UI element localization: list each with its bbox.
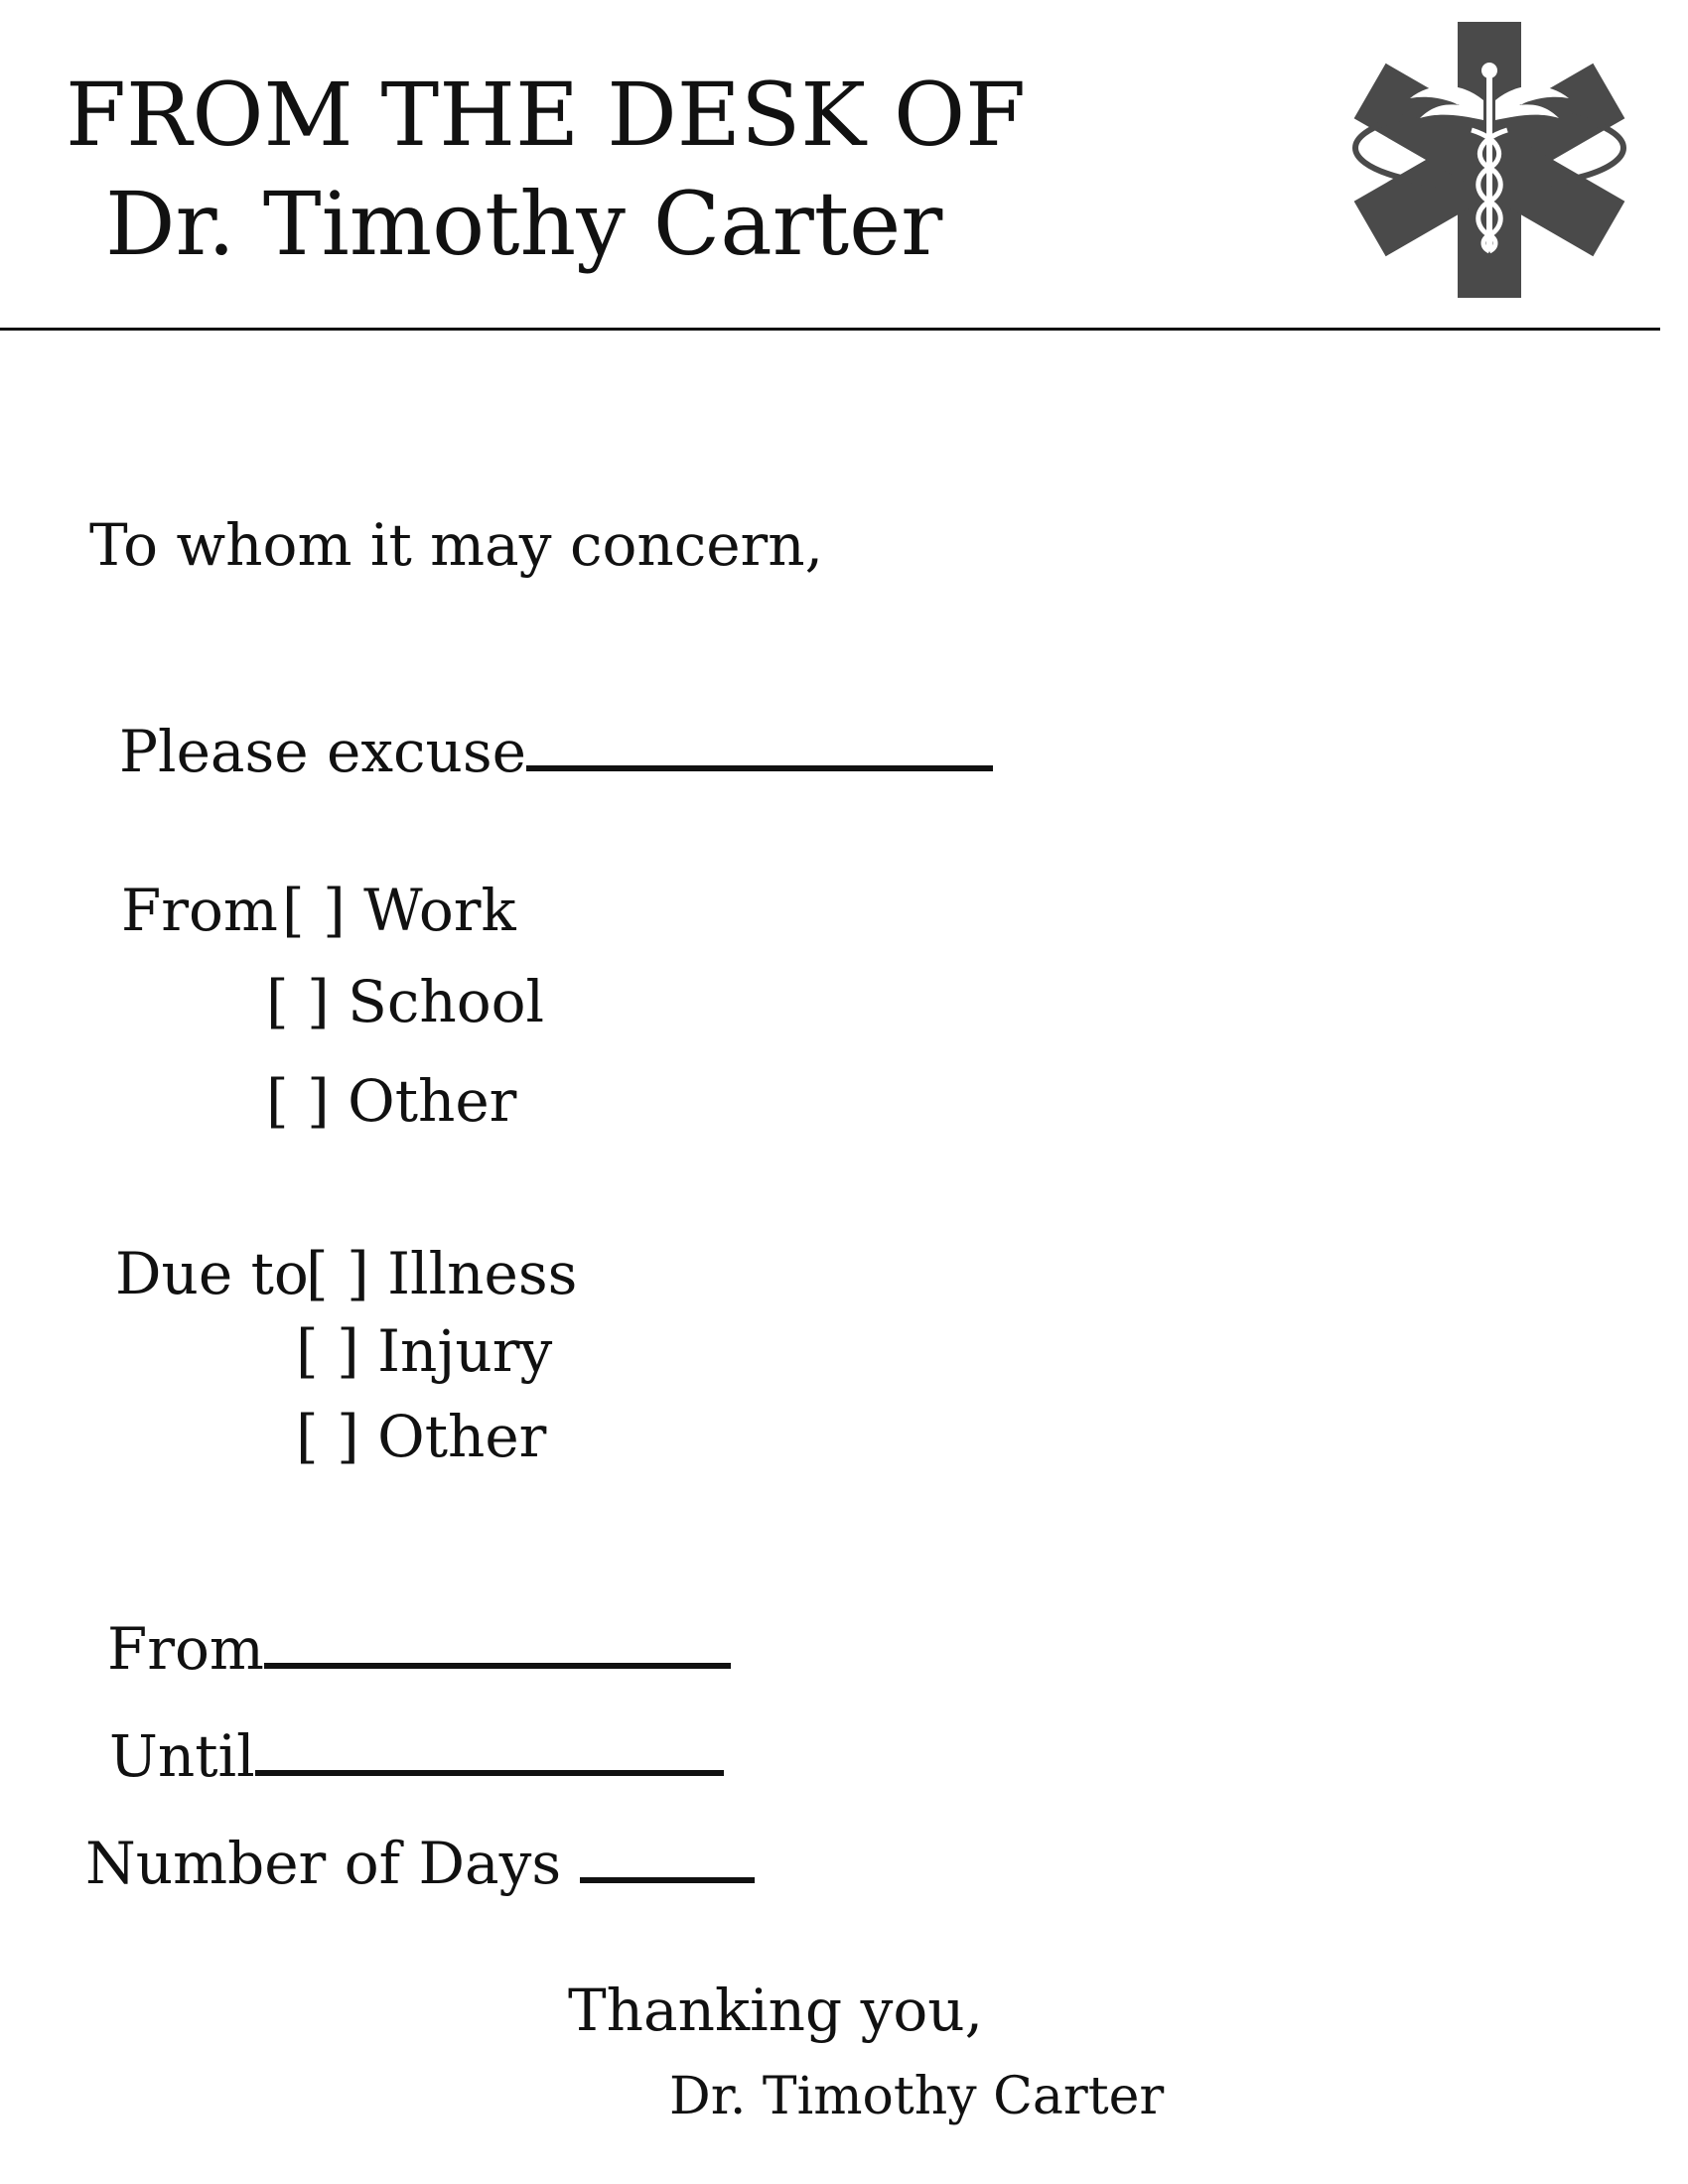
from-school-checkbox[interactable]: [266, 968, 545, 1035]
due-injury-checkbox[interactable]: [296, 1317, 553, 1385]
date-until-label: Until: [109, 1722, 255, 1790]
checkbox-brackets: [ ]: [282, 877, 346, 944]
due-label: Due to: [115, 1240, 309, 1307]
date-from-line: [107, 1615, 731, 1683]
closing: Thanking you,: [568, 1977, 984, 2044]
due-illness-checkbox[interactable]: [306, 1240, 578, 1307]
from-school-label: School: [348, 968, 545, 1035]
header-doctor-name: Dr. Timothy Carter: [105, 173, 943, 275]
days-field[interactable]: [580, 1877, 755, 1883]
date-until-field[interactable]: [255, 1770, 724, 1776]
from-other-label: Other: [348, 1067, 517, 1135]
days-label: Number of Days: [85, 1830, 562, 1897]
excuse-name-field[interactable]: [526, 765, 993, 771]
header-line1: FROM THE DESK OF: [66, 64, 1027, 166]
days-line: [85, 1830, 755, 1897]
checkbox-brackets: [ ]: [266, 1067, 330, 1135]
date-from-field[interactable]: [264, 1663, 731, 1669]
checkbox-brackets: [ ]: [266, 968, 330, 1035]
due-illness-label: Illness: [387, 1240, 578, 1307]
from-work-checkbox[interactable]: [282, 877, 516, 944]
header-divider: [0, 328, 1660, 331]
due-other-checkbox[interactable]: [296, 1403, 547, 1470]
salutation: To whom it may concern,: [89, 511, 824, 579]
signature-name: Dr. Timothy Carter: [669, 2067, 1165, 2126]
from-other-checkbox[interactable]: [266, 1067, 517, 1135]
checkbox-brackets: [ ]: [296, 1403, 359, 1470]
checkbox-brackets: [ ]: [296, 1317, 359, 1385]
due-other-label: Other: [377, 1403, 547, 1470]
date-from-label: From: [107, 1615, 264, 1683]
excuse-line: [119, 718, 993, 785]
checkbox-brackets: [ ]: [306, 1240, 369, 1307]
date-until-line: [109, 1722, 724, 1790]
due-injury-label: Injury: [377, 1317, 553, 1385]
star-of-life-caduceus-icon: [1345, 22, 1633, 298]
excuse-label: Please excuse: [119, 718, 526, 785]
from-label: From: [121, 877, 278, 944]
from-work-label: Work: [363, 877, 516, 944]
